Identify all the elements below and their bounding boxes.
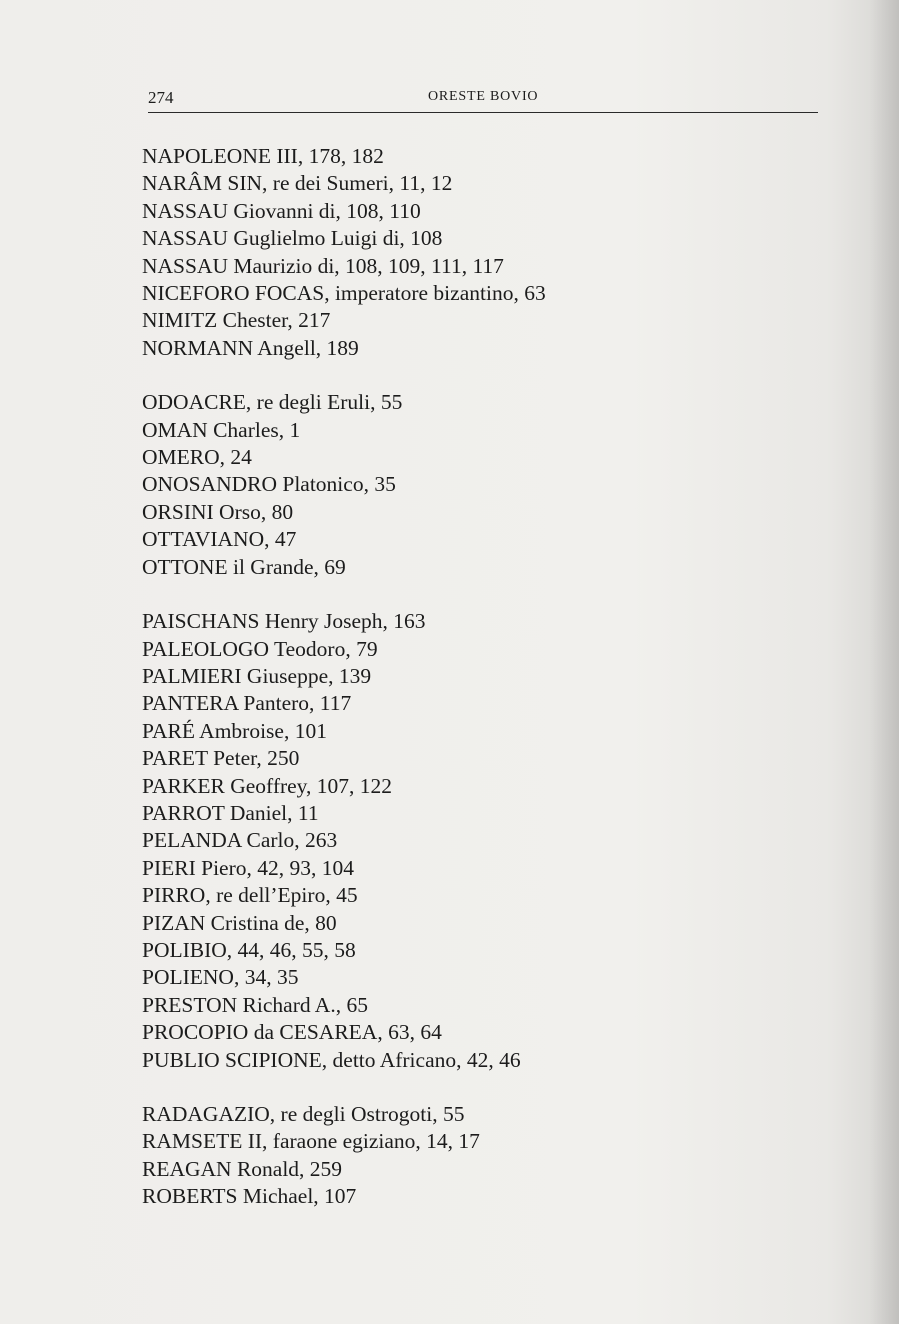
index-entry: OMAN Charles, 1 (142, 417, 301, 442)
index-entry: PARÉ Ambroise, 101 (142, 718, 327, 743)
index-letter-group (142, 608, 802, 1074)
index-entry: OMERO, 24 (142, 445, 252, 470)
index-entries (142, 143, 802, 1238)
index-entry: RADAGAZIO, re degli Ostrogoti, 55 (142, 1102, 465, 1126)
page-number: 274 (148, 88, 174, 107)
index-entry: PAISCHANS Henry Joseph, 163 (142, 609, 426, 634)
index-entry: NARÂM SIN, re dei Sumeri, 11, 12 (142, 171, 453, 196)
index-entry: POLIENO, 34, 35 (142, 965, 299, 990)
page-header (148, 86, 818, 113)
index-entry: PANTERA Pantero, 117 (142, 691, 352, 716)
index-entry: NORMANN Angell, 189 (142, 335, 359, 360)
index-entry: PUBLIO SCIPIONE, detto Africano, 42, 46 (142, 1047, 521, 1072)
index-entry: NASSAU Maurizio di, 108, 109, 111, 117 (142, 253, 504, 278)
index-entry: PRESTON Richard A., 65 (142, 992, 368, 1017)
index-entry: NASSAU Guglielmo Luigi di, 108 (142, 226, 443, 251)
index-entry: PIZAN Cristina de, 80 (142, 910, 337, 935)
index-entry: ODOACRE, re degli Eruli, 55 (142, 390, 403, 415)
index-letter-group (142, 143, 802, 362)
index-entry: POLIBIO, 44, 46, 55, 58 (142, 937, 356, 962)
page-gutter-shadow (869, 0, 899, 1324)
index-entry: OTTONE il Grande, 69 (142, 554, 346, 579)
index-entry: NAPOLEONE III, 178, 182 (142, 144, 384, 168)
index-entry: RAMSETE II, faraone egiziano, 14, 17 (142, 1129, 480, 1154)
index-entry: PARKER Geoffrey, 107, 122 (142, 773, 393, 798)
index-entry: PIRRO, re dell’Epiro, 45 (142, 883, 358, 908)
index-entry: PARROT Daniel, 11 (142, 800, 319, 825)
index-entry: PIERI Piero, 42, 93, 104 (142, 855, 355, 880)
index-entry: PARET Peter, 250 (142, 746, 300, 771)
index-entry: REAGAN Ronald, 259 (142, 1156, 343, 1181)
running-head: ORESTE BOVIO (428, 89, 539, 104)
index-entry: NICEFORO FOCAS, imperatore bizantino, 63 (142, 281, 546, 306)
index-letter-group (142, 389, 802, 581)
index-entry: PALEOLOGO Teodoro, 79 (142, 636, 378, 661)
index-entry: ROBERTS Michael, 107 (142, 1184, 357, 1209)
index-entry: NIMITZ Chester, 217 (142, 308, 331, 333)
index-entry: ONOSANDRO Platonico, 35 (142, 472, 396, 497)
index-entry: PROCOPIO da CESAREA, 63, 64 (142, 1020, 442, 1045)
index-entry: OTTAVIANO, 47 (142, 527, 297, 552)
index-entry: PELANDA Carlo, 263 (142, 828, 338, 853)
index-entry: PALMIERI Giuseppe, 139 (142, 663, 372, 688)
index-letter-group (142, 1101, 802, 1211)
index-entry: NASSAU Giovanni di, 108, 110 (142, 198, 421, 223)
index-entry: ORSINI Orso, 80 (142, 499, 294, 524)
